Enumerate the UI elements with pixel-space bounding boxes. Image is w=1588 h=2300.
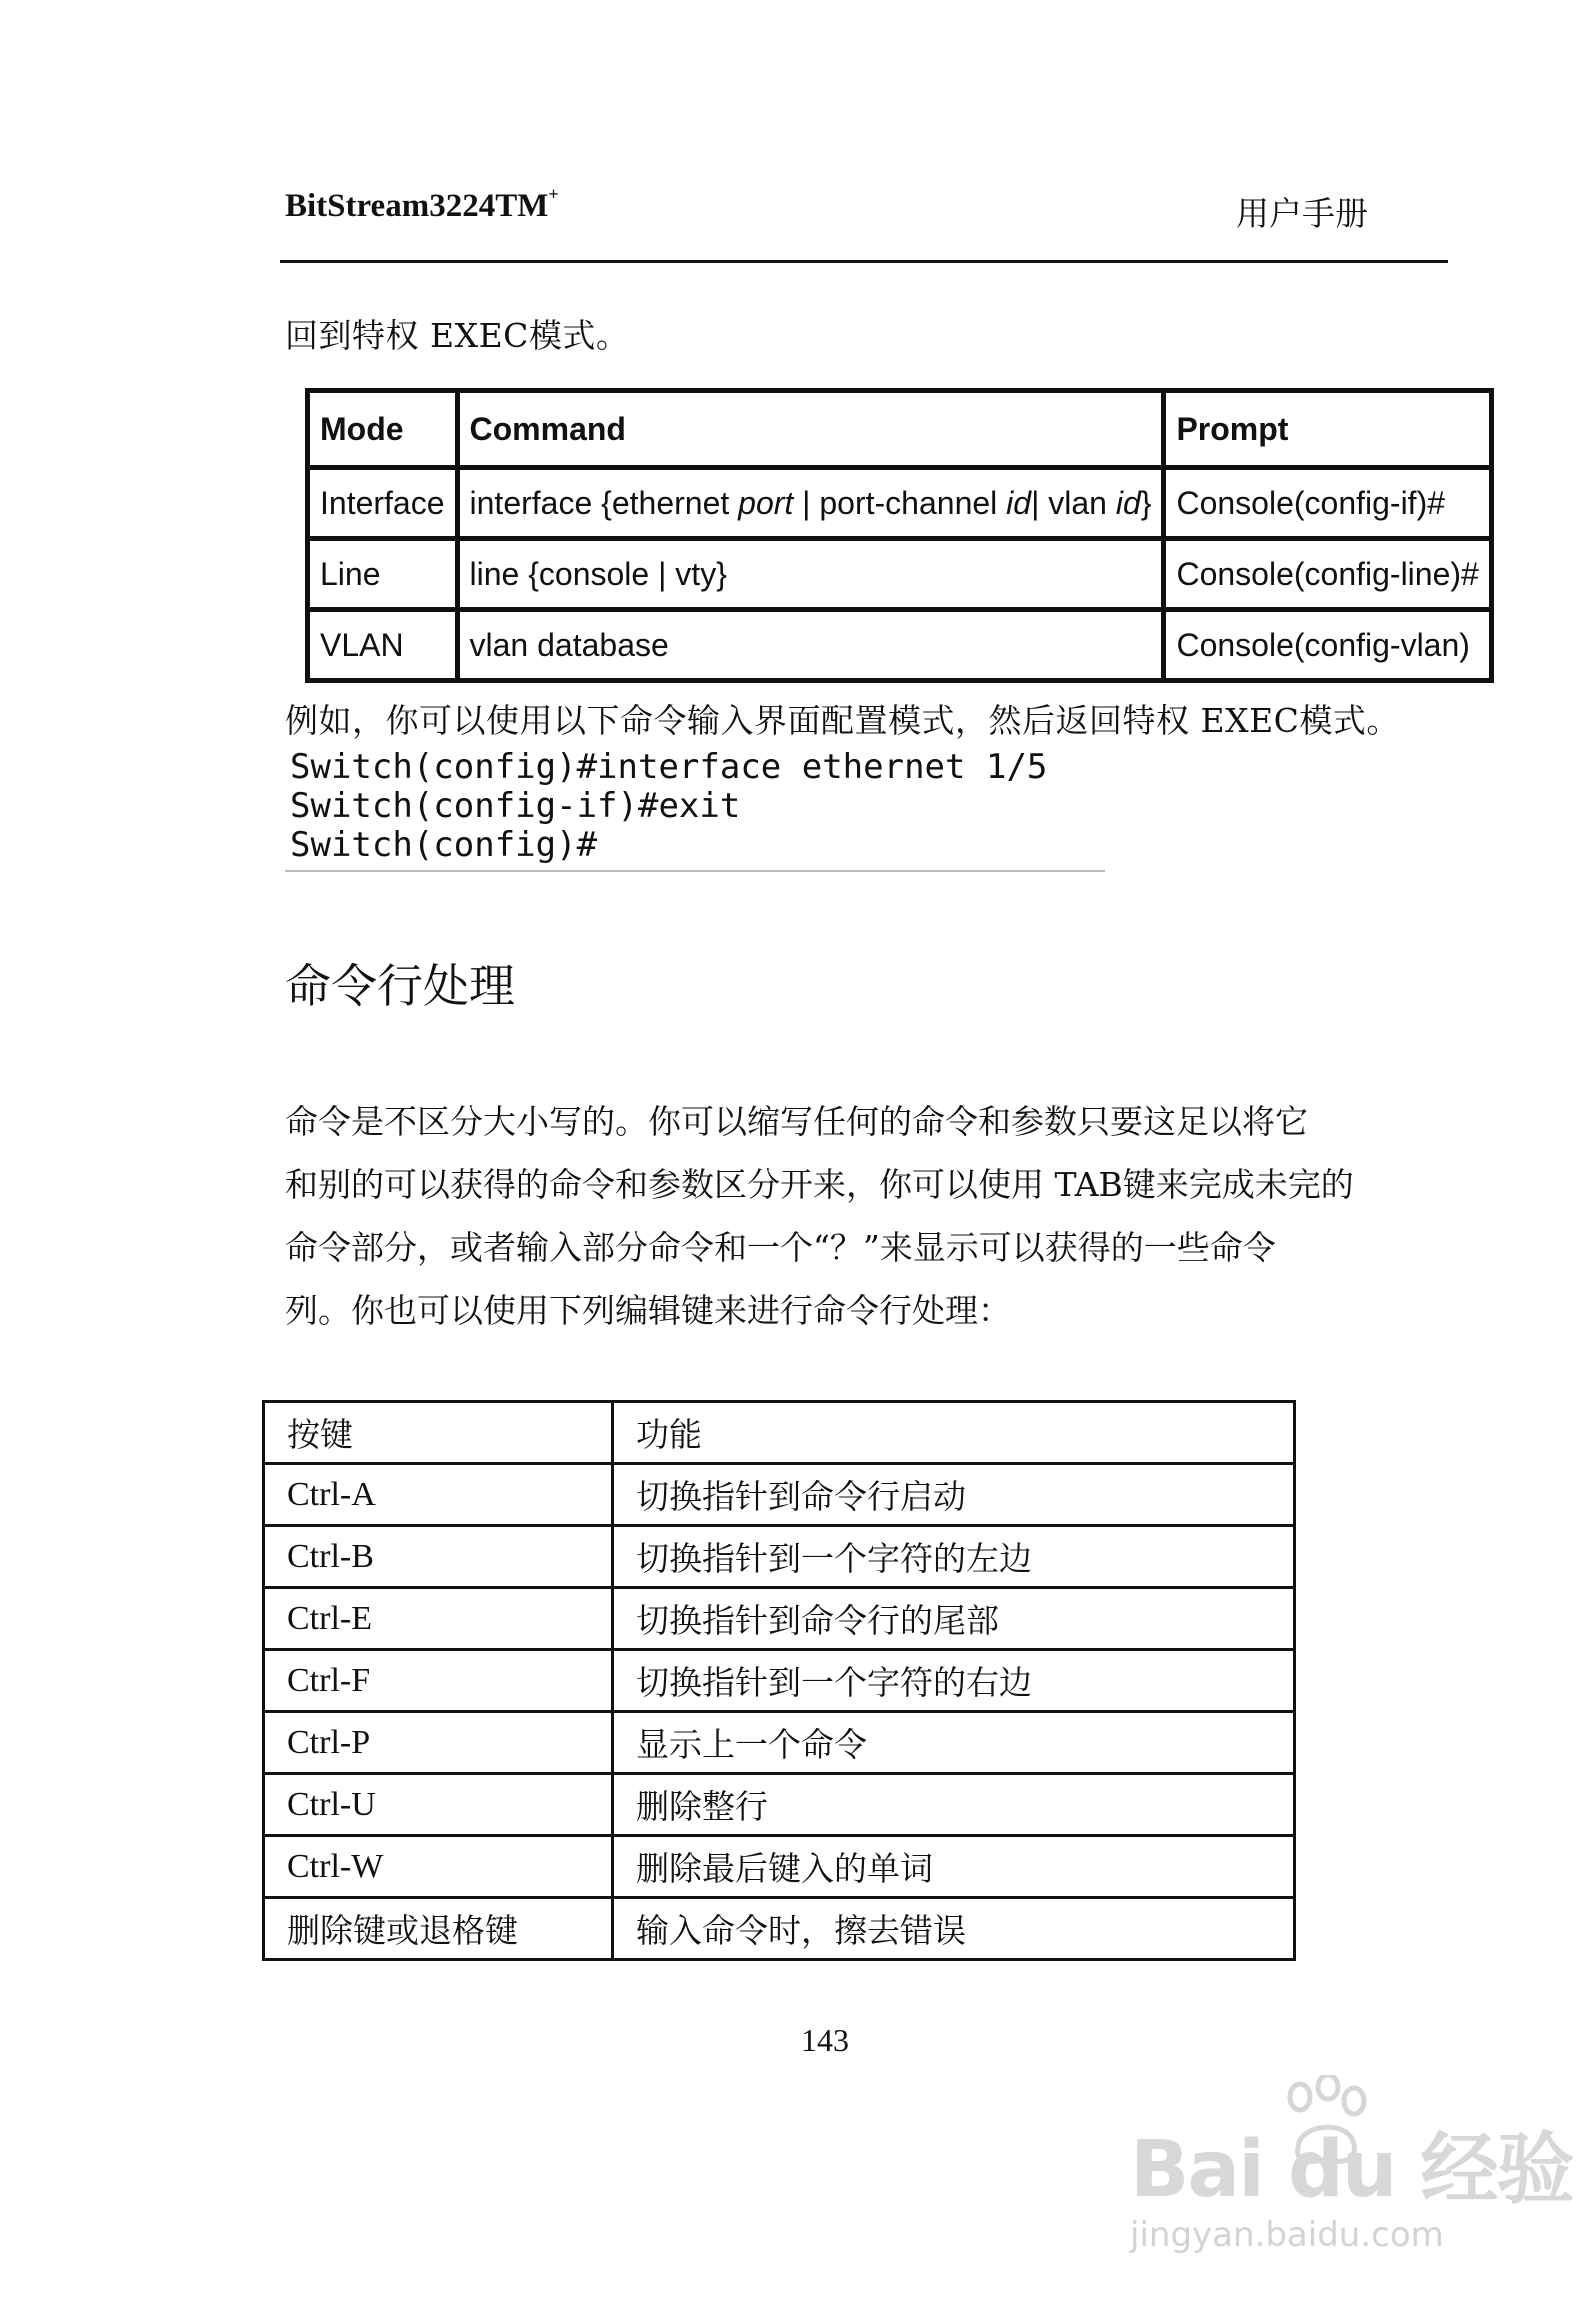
page-number: 143 bbox=[801, 2022, 849, 2058]
mode-cell: Interface bbox=[308, 468, 458, 539]
key-cell: Ctrl-U bbox=[264, 1774, 613, 1836]
command-segment: | port-channel bbox=[793, 484, 1007, 521]
mode-cell: Line bbox=[308, 539, 458, 610]
mode-header-cell: Mode bbox=[308, 391, 458, 468]
command-header-cell: Command bbox=[457, 391, 1164, 468]
function-cell: 删除整行 bbox=[613, 1774, 1295, 1836]
command-cell: line {console | vty} bbox=[457, 539, 1164, 610]
command-segment: } bbox=[1140, 484, 1152, 521]
section-title: 命令行处理 bbox=[285, 959, 515, 1013]
command-param: port bbox=[738, 484, 794, 521]
prompt-cell: Console(config-line)# bbox=[1164, 539, 1491, 610]
paragraph-line: 列。你也可以使用下列编辑键来进行命令行处理： bbox=[285, 1291, 1011, 1330]
table-row bbox=[264, 1526, 1295, 1588]
paragraph-line: 命令部分，或者输入部分命令和一个“？”来显示可以获得的一些命令 bbox=[285, 1228, 1276, 1267]
function-header-cell: 功能 bbox=[613, 1402, 1295, 1464]
mode-table bbox=[305, 388, 1494, 683]
code-block bbox=[290, 748, 1102, 865]
key-cell: Ctrl-B bbox=[264, 1526, 613, 1588]
header-divider bbox=[280, 260, 1448, 263]
keys-table-header bbox=[264, 1402, 1295, 1464]
table-row bbox=[264, 1712, 1295, 1774]
table-row bbox=[264, 1650, 1295, 1712]
function-cell: 显示上一个命令 bbox=[613, 1712, 1295, 1774]
key-cell: Ctrl-A bbox=[264, 1464, 613, 1526]
keys-table bbox=[262, 1400, 1296, 1961]
table-row bbox=[264, 1898, 1295, 1960]
example-line: 例如，你可以使用以下命令输入界面配置模式，然后返回特权 EXEC模式。 bbox=[285, 701, 1400, 740]
intro-line: 回到特权 EXEC模式。 bbox=[285, 316, 630, 355]
key-cell: Ctrl-P bbox=[264, 1712, 613, 1774]
table-row bbox=[308, 468, 1492, 539]
body-paragraph bbox=[285, 1090, 1435, 1342]
mode-table-header bbox=[308, 391, 1492, 468]
header-manual-title: 用户手册 bbox=[1236, 194, 1368, 233]
paragraph-line: 命令是不区分大小写的。你可以缩写任何的命令和参数只要这足以将它 bbox=[285, 1102, 1308, 1141]
watermark-logo: Bai du 经验 bbox=[1130, 2125, 1573, 2215]
command-cell bbox=[457, 468, 1164, 539]
code-line: Switch(config)# bbox=[290, 825, 598, 865]
function-cell: 切换指针到命令行的尾部 bbox=[613, 1588, 1295, 1650]
key-cell: Ctrl-E bbox=[264, 1588, 613, 1650]
function-cell: 删除最后键入的单词 bbox=[613, 1836, 1295, 1898]
code-underline bbox=[285, 870, 1105, 872]
key-cell: Ctrl-F bbox=[264, 1650, 613, 1712]
prompt-cell: Console(config-vlan) bbox=[1164, 610, 1491, 681]
watermark-url: jingyan.baidu.com bbox=[1130, 2215, 1444, 2255]
code-line: Switch(config-if)#exit bbox=[290, 786, 741, 826]
command-segment: | vlan bbox=[1031, 484, 1116, 521]
baidu-jingyan-watermark bbox=[1120, 2075, 1573, 2275]
table-row bbox=[264, 1774, 1295, 1836]
function-cell: 切换指针到命令行启动 bbox=[613, 1464, 1295, 1526]
key-header-cell: 按键 bbox=[264, 1402, 613, 1464]
command-cell: vlan database bbox=[457, 610, 1164, 681]
prompt-cell: Console(config-if)# bbox=[1164, 468, 1491, 539]
mode-cell: VLAN bbox=[308, 610, 458, 681]
code-line: Switch(config)#interface ethernet 1/5 bbox=[290, 747, 1048, 787]
key-cell: Ctrl-W bbox=[264, 1836, 613, 1898]
table-row bbox=[264, 1588, 1295, 1650]
table-row bbox=[264, 1836, 1295, 1898]
command-param: id bbox=[1006, 484, 1032, 521]
function-cell: 切换指针到一个字符的左边 bbox=[613, 1526, 1295, 1588]
command-segment: interface {ethernet bbox=[469, 484, 739, 521]
function-cell: 输入命令时，擦去错误 bbox=[613, 1898, 1295, 1960]
paragraph-line: 和别的可以获得的命令和参数区分开来，你可以使用 TAB键来完成未完的 bbox=[285, 1165, 1354, 1204]
key-cell: 删除键或退格键 bbox=[264, 1898, 613, 1960]
command-param: id bbox=[1115, 484, 1141, 521]
table-row bbox=[308, 610, 1492, 681]
function-cell: 切换指针到一个字符的右边 bbox=[613, 1650, 1295, 1712]
table-row bbox=[264, 1464, 1295, 1526]
prompt-header-cell: Prompt bbox=[1164, 391, 1491, 468]
header-product-name: BitStream3224TM+ bbox=[285, 184, 559, 224]
table-row bbox=[308, 539, 1492, 610]
